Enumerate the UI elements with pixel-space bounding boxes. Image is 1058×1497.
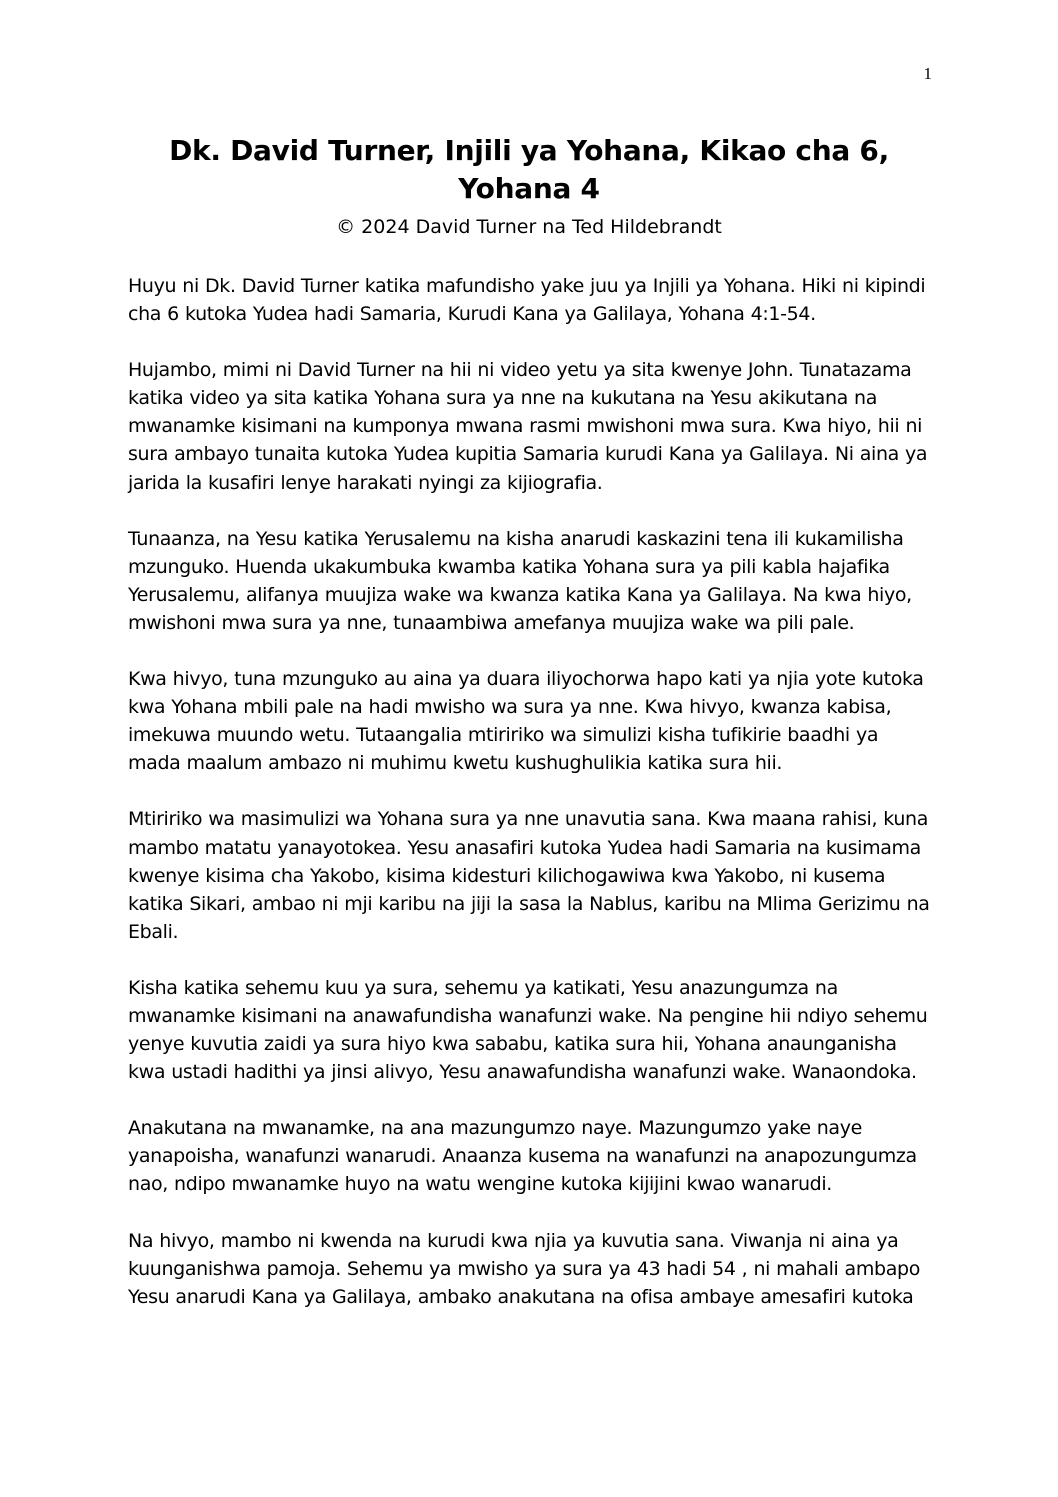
title-line-2: Yohana 4 [458,172,600,205]
paragraph-7: Anakutana na mwanamke, na ana mazungumzo naye. Mazungumzo yake naye yanapoisha, wanafunzi wanarudi. Anaanza kusema na wanafunzi na anapozungumza nao, ndipo mwanamke huyo na watu wengine kutoka kijijini kwao wanarudi. [128,1117,917,1196]
paragraph-5: Mtiririko wa masimulizi wa Yohana sura ya nne unavutia sana. Kwa maana rahisi, kuna mambo matatu yanayotokea. Yesu anasafiri kutoka Yudea hadi Samaria na kusimama kwenye kisima cha Yakobo, kisima kidesturi kilichogawiwa kwa Yakobo, ni kusema katika Sikari, ambao ni mji karibu na jiji la sasa la Nablus, karibu na Mlima Gerizimu na Ebali. [128,808,930,943]
page-number: 1 [923,64,932,83]
copyright-line: © 2024 David Turner na Ted Hildebrandt [336,216,722,238]
document-title [128,132,930,208]
paragraph-1: Huyu ni Dk. David Turner katika mafundisho yake juu ya Injili ya Yohana. Hiki ni kipindi cha 6 kutoka Yudea hadi Samaria, Kurudi Kana ya Galilaya, Yohana 4:1-54. [128,275,926,326]
title-line-1: Dk. David Turner, Injili ya Yohana, Kikao cha 6, [169,134,889,167]
document-header [128,132,930,240]
paragraph-3: Tunaanza, na Yesu katika Yerusalemu na kisha anarudi kaskazini tena ili kukamilisha mzunguko. Huenda ukakumbuka kwamba katika Yohana sura ya pili kabla hajafika Yerusalemu, alifanya muujiza wake wa kwanza katika Kana ya Galilaya. Na kwa hiyo, mwishoni mwa sura ya nne, tunaambiwa amefanya muujiza wake wa pili pale. [128,527,912,634]
paragraph-6: Kisha katika sehemu kuu ya sura, sehemu ya katikati, Yesu anazungumza na mwanamke kisimani na anawafundisha wanafunzi wake. Na pengine hii ndiyo sehemu yenye kuvutia zaidi ya sura hiyo kwa sababu, katika sura hii, Yohana anaunganisha kwa ustadi hadithi ya jinsi alivyo, Yesu anawafundisha wanafunzi wake. Wanaondoka. [128,976,928,1084]
document-body [128,272,932,1339]
paragraph-8: Na hivyo, mambo ni kwenda na kurudi kwa njia ya kuvutia sana. Viwanja ni aina ya kuunganishwa pamoja. Sehemu ya mwisho ya sura ya 43 hadi 54 , ni mahali ambapo Yesu anarudi Kana ya Galilaya, ambako anakutana na ofisa ambaye amesafiri kutoka [128,1229,920,1308]
paragraph-4: Kwa hivyo, tuna mzunguko au aina ya duara iliyochorwa hapo kati ya njia yote kutoka kwa Yohana mbili pale na hadi mwisho wa sura ya nne. Kwa hivyo, kwanza kabisa, imekuwa muundo wetu. Tutaangalia mtiririko wa simulizi kisha tufikirie baadhi ya mada maalum ambazo ni muhimu kwetu kushughulikia katika sura hii. [128,668,924,775]
paragraph-2: Hujambo, mimi ni David Turner na hii ni video yetu ya sita kwenye John. Tunatazama katika video ya sita katika Yohana sura ya nne na kukutana na Yesu akikutana na mwanamke kisimani na kumponya mwana rasmi mwishoni mwa sura. Kwa hiyo, hii ni sura ambayo tunaita kutoka Yudea kupitia Samaria kurudi Kana ya Galilaya. Ni aina ya jarida la kusafiri lenye harakati nyingi za kijiografia. [128,359,928,494]
